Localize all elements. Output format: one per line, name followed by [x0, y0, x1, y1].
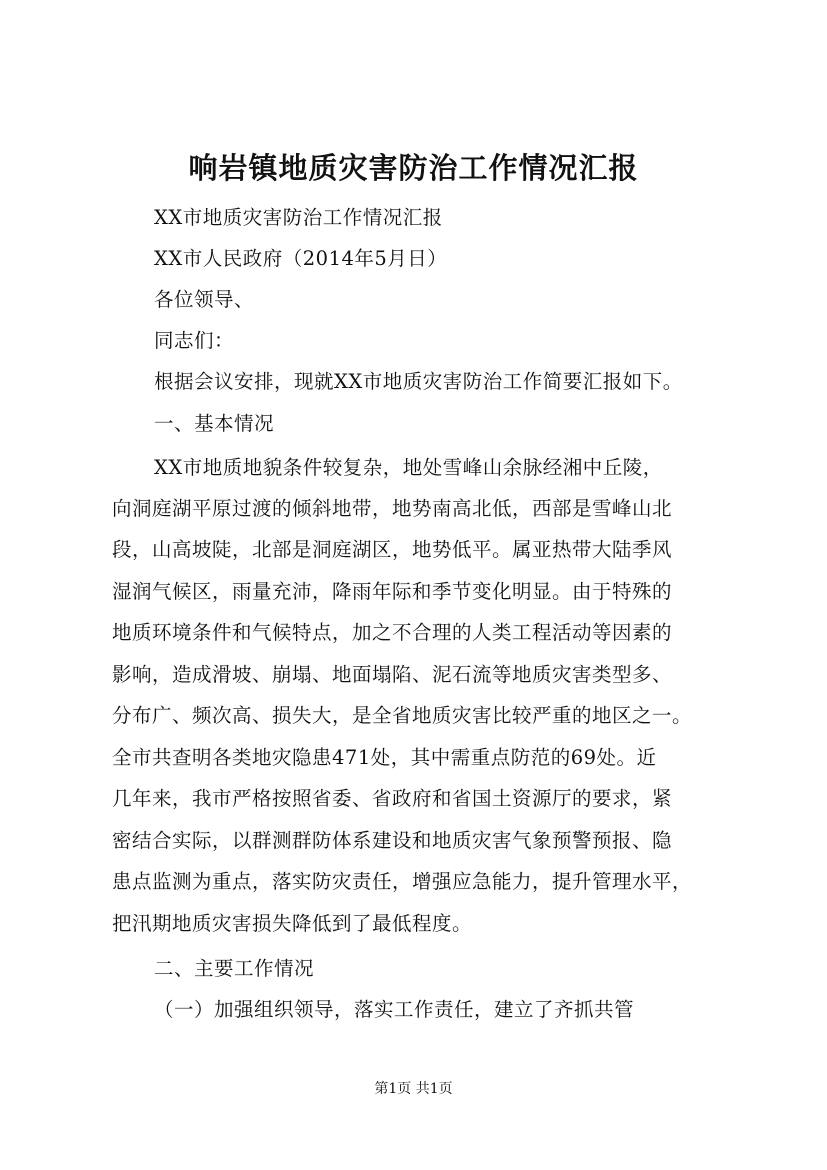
salutation-line: 各位领导、 [154, 288, 255, 311]
page-footer: 第1页 共1页 [374, 1081, 453, 1097]
document-title: 响岩镇地质灾害防治工作情况汇报 [188, 151, 639, 185]
paragraph-line: 影响，造成滑坡、崩塌、地面塌陷、泥石流等地质灾害类型多、 [112, 663, 673, 686]
issuer-line: XX市人民政府（2014年5月日） [154, 247, 448, 270]
paragraph-line: 根据会议安排，现就XX市地质灾害防治工作简要汇报如下。 [154, 370, 683, 393]
paragraph-line: 地质环境条件和气候特点，加之不合理的人类工程活动等因素的 [112, 621, 673, 644]
paragraph-line: XX市地质地貌条件较复杂，地处雪峰山余脉经湘中丘陵， [154, 456, 663, 479]
subsection-heading: （一）加强组织领导，落实工作责任，建立了齐抓共管 [154, 998, 635, 1021]
paragraph-line: 几年来，我市严格按照省委、省政府和省国土资源厅的要求，紧 [112, 787, 673, 810]
paragraph-line: 分布广、频次高、损失大，是全省地质灾害比较严重的地区之一。 [112, 704, 693, 727]
paragraph-line: 湿润气候区，雨量充沛，降雨年际和季节变化明显。由于特殊的 [112, 580, 673, 603]
paragraph-line: 密结合实际，以群测群防体系建设和地质灾害气象预警预报、隐 [112, 829, 673, 852]
paragraph-line: 全市共查明各类地灾隐患471处，其中需重点防范的69处。近 [112, 746, 657, 769]
paragraph-line: 把汛期地质灾害损失降低到了最低程度。 [112, 912, 473, 935]
paragraph-line: 向洞庭湖平原过渡的倾斜地带，地势南高北低，西部是雪峰山北 [112, 497, 673, 520]
salutation-line: 同志们： [154, 329, 235, 352]
subtitle-line: XX市地质灾害防治工作情况汇报 [154, 206, 443, 229]
paragraph-line: 患点监测为重点，落实防灾责任，增强应急能力，提升管理水平， [112, 870, 693, 893]
section-heading: 二、主要工作情况 [154, 957, 315, 980]
section-heading: 一、基本情况 [154, 412, 275, 435]
paragraph-line: 段，山高坡陡，北部是洞庭湖区，地势低平。属亚热带大陆季风 [112, 538, 673, 561]
